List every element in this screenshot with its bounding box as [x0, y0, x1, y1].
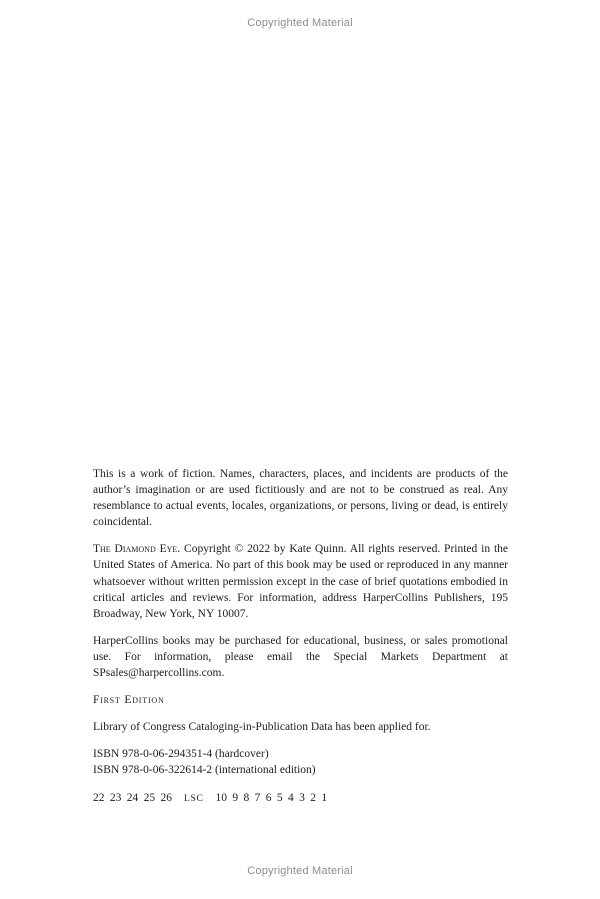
- copyright-notice-text: Copyright © 2022 by Kate Quinn. All rights reserved. Printed in the United States of America. No part of this book may be used or reproduced in any manner whatsoever without written permission except in the case of brief quotations embodied in critical articles and reviews. For information, address HarperCollins Publishers, 195 Broadway, New York, NY 10007.: [93, 543, 508, 620]
- printers-key: [93, 790, 508, 807]
- copyright-notice: [93, 541, 508, 621]
- printers-key-numbers: 10 9 8 7 6 5 4 3 2 1: [215, 791, 328, 804]
- purchase-info: HarperCollins books may be purchased for educational, business, or sales promotional use. For information, please email the Special Markets Department at SPsales@harpercollins.com.: [93, 634, 508, 680]
- printers-key-printer-code: LSC: [184, 793, 204, 804]
- edition-notice: First Edition: [93, 694, 165, 707]
- watermark-top: Copyrighted Material: [247, 17, 353, 29]
- isbn-international: ISBN 978-0-06-322614-2 (international edition): [93, 764, 316, 777]
- isbn-hardcover: ISBN 978-0-06-294351-4 (hardcover): [93, 748, 269, 761]
- printers-key-years: 22 23 24 25 26: [93, 791, 172, 804]
- book-title-smallcaps: The Diamond Eye.: [93, 543, 181, 556]
- library-of-congress-line: Library of Congress Cataloging-in-Publication Data has been applied for.: [93, 721, 431, 734]
- colophon: [93, 466, 508, 818]
- fiction-disclaimer: This is a work of fiction. Names, characters, places, and incidents are products of the author’s imagination or are used fictitiously and are not to be construed as real. Any resemblance to actual events, locales, organizations, or persons, living or dead, is entirely coincidental.: [93, 468, 508, 529]
- watermark-bottom: Copyrighted Material: [247, 865, 353, 877]
